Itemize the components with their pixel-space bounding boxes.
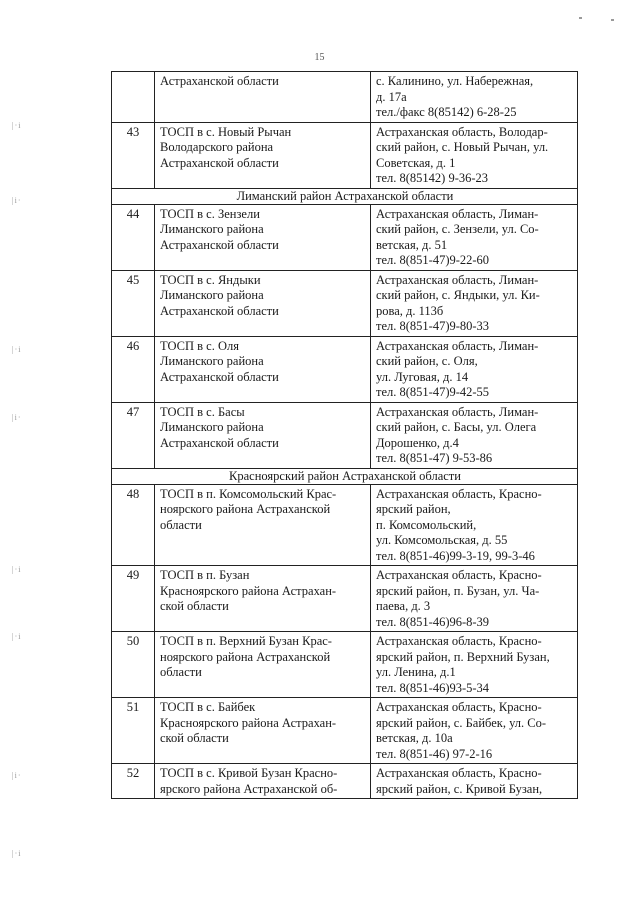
section-heading-row xyxy=(112,188,578,204)
office-name: ТОСП в с. Байбек Красноярского района Астрахан- ской области xyxy=(155,698,371,764)
section-heading-row xyxy=(112,468,578,484)
margin-mark: |i· xyxy=(12,413,22,422)
office-name: ТОСП в с. Новый Рычан Володарского района Астраханской области xyxy=(155,122,371,188)
table-row xyxy=(112,632,578,698)
row-number: 47 xyxy=(112,402,155,468)
margin-mark: |·i xyxy=(12,849,22,858)
section-heading: Красноярский район Астраханской области xyxy=(112,468,578,484)
row-number xyxy=(112,72,155,123)
row-number: 43 xyxy=(112,122,155,188)
office-name: ТОСП в п. Бузан Красноярского района Астрахан- ской области xyxy=(155,566,371,632)
margin-mark: |i· xyxy=(12,771,22,780)
office-name: ТОСП в с. Басы Лиманского района Астраханской области xyxy=(155,402,371,468)
office-address: Астраханская область, Красно- ярский район, с. Байбек, ул. Со- ветская, д. 10а тел. 8(851-46) 97-2-16 xyxy=(371,698,578,764)
office-name: ТОСП в с. Яндыки Лиманского района Астраханской области xyxy=(155,270,371,336)
office-address: Астраханская область, Володар- ский район, с. Новый Рычан, ул. Советская, д. 1 тел. 8(85142) 9-36-23 xyxy=(371,122,578,188)
scan-speck xyxy=(611,19,614,21)
office-address: Астраханская область, Лиман- ский район, с. Зензели, ул. Со- ветская, д. 51 тел. 8(851-47)9-22-60 xyxy=(371,204,578,270)
table-row xyxy=(112,764,578,799)
margin-mark: |·i xyxy=(12,121,22,130)
row-number: 44 xyxy=(112,204,155,270)
table-row xyxy=(112,402,578,468)
row-number: 52 xyxy=(112,764,155,799)
office-name: ТОСП в с. Оля Лиманского района Астраханской области xyxy=(155,336,371,402)
table-row xyxy=(112,270,578,336)
office-address: Астраханская область, Красно- ярский район, п. Бузан, ул. Ча- паева, д. 3 тел. 8(851-46)96-8-39 xyxy=(371,566,578,632)
office-name: Астраханской области xyxy=(155,72,371,123)
row-number: 49 xyxy=(112,566,155,632)
office-address: с. Калинино, ул. Набережная, д. 17а тел./факс 8(85142) 6-28-25 xyxy=(371,72,578,123)
office-address: Астраханская область, Лиман- ский район, с. Яндыки, ул. Ки- рова, д. 113б тел. 8(851-47)9-80-33 xyxy=(371,270,578,336)
table-row xyxy=(112,122,578,188)
row-number: 50 xyxy=(112,632,155,698)
office-address: Астраханская область, Красно- ярский район, п. Верхний Бузан, ул. Ленина, д.1 тел. 8(851-46)93-5-34 xyxy=(371,632,578,698)
table-row xyxy=(112,204,578,270)
margin-mark: |·i xyxy=(12,632,22,641)
margin-mark: |·i xyxy=(12,565,22,574)
offices-table-body xyxy=(112,72,578,799)
scan-speck xyxy=(579,17,582,19)
row-number: 46 xyxy=(112,336,155,402)
page-number: 15 xyxy=(314,52,325,63)
row-number: 45 xyxy=(112,270,155,336)
row-number: 48 xyxy=(112,484,155,566)
margin-mark: |·i xyxy=(12,345,22,354)
margin-mark: |i· xyxy=(12,196,22,205)
office-name: ТОСП в с. Зензели Лиманского района Астраханской области xyxy=(155,204,371,270)
office-name: ТОСП в с. Кривой Бузан Красно- ярского района Астраханской об- xyxy=(155,764,371,799)
table-row xyxy=(112,698,578,764)
office-address: Астраханская область, Красно- ярский район, п. Комсомольский, ул. Комсомольская, д. 55 тел. 8(851-46)99-3-19, 99-3-46 xyxy=(371,484,578,566)
office-name: ТОСП в п. Верхний Бузан Крас- ноярского района Астраханской области xyxy=(155,632,371,698)
office-address: Астраханская область, Красно- ярский район, с. Кривой Бузан, xyxy=(371,764,578,799)
row-number: 51 xyxy=(112,698,155,764)
office-address: Астраханская область, Лиман- ский район, с. Басы, ул. Олега Дорошенко, д.4 тел. 8(851-47) 9-53-86 xyxy=(371,402,578,468)
offices-table xyxy=(111,71,578,799)
office-address: Астраханская область, Лиман- ский район, с. Оля, ул. Луговая, д. 14 тел. 8(851-47)9-42-55 xyxy=(371,336,578,402)
table-row xyxy=(112,484,578,566)
table-row xyxy=(112,72,578,123)
section-heading: Лиманский район Астраханской области xyxy=(112,188,578,204)
table-row xyxy=(112,336,578,402)
table-row xyxy=(112,566,578,632)
office-name: ТОСП в п. Комсомольский Крас- ноярского района Астраханской области xyxy=(155,484,371,566)
